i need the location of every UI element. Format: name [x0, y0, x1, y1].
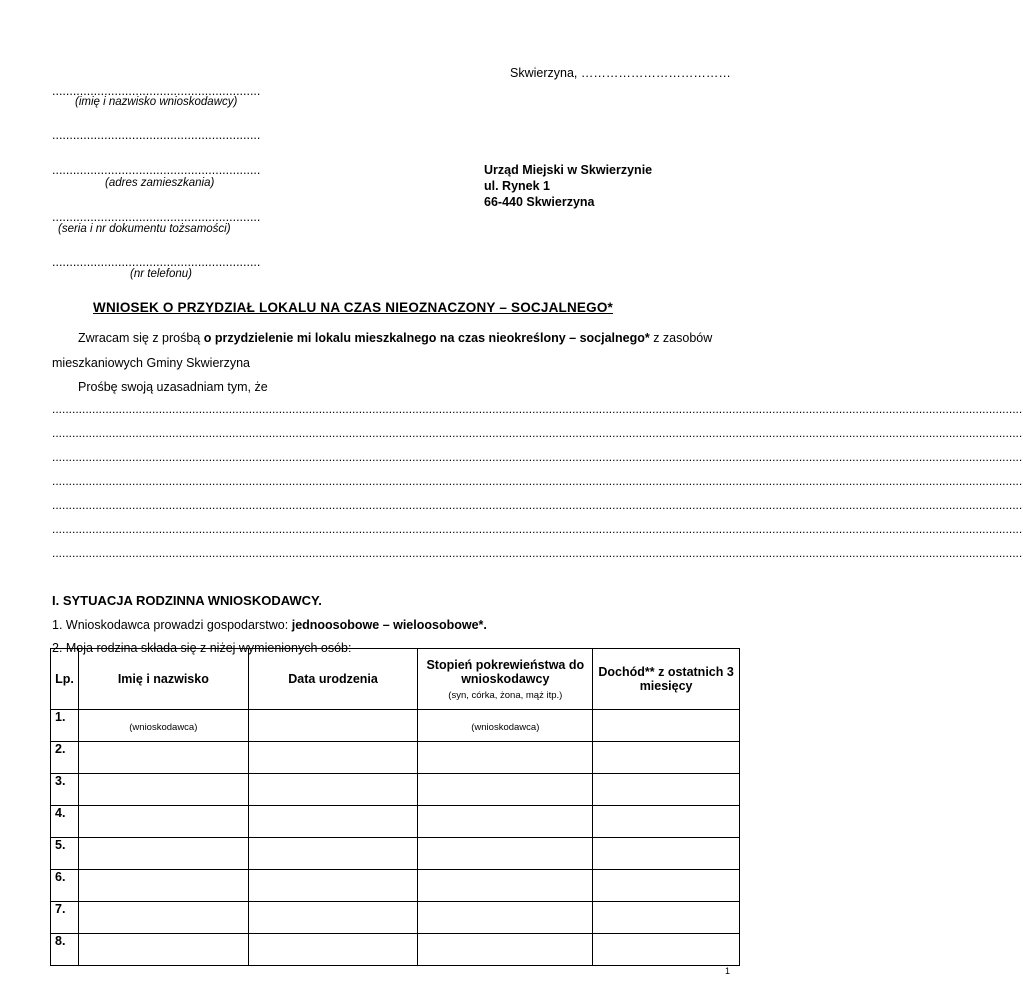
birth-date-cell[interactable]: [248, 742, 418, 774]
income-cell[interactable]: [593, 934, 740, 966]
page-number: 1: [725, 966, 731, 976]
header-relation-hint: (syn, córka, żona, mąż itp.): [448, 689, 563, 701]
row-number: 2.: [51, 742, 79, 774]
recipient-line-3: 66-440 Skwierzyna: [484, 195, 595, 209]
family-members-table: [50, 648, 740, 966]
birth-date-cell[interactable]: [248, 806, 418, 838]
justification-line-3[interactable]: ...................................................................................................................................................................................................................................................................................................: [52, 450, 1022, 464]
birth-date-cell[interactable]: [248, 902, 418, 934]
birth-date-cell[interactable]: [248, 870, 418, 902]
row-number: 8.: [51, 934, 79, 966]
table-row: [51, 806, 740, 838]
relation-cell[interactable]: [418, 902, 593, 934]
justification-line-5[interactable]: ...................................................................................................................................................................................................................................................................................................: [52, 498, 1022, 512]
name-cell[interactable]: [78, 710, 248, 742]
household-type-options: jednoosobowe – wieloosobowe*.: [291, 618, 487, 632]
justification-label: Prośbę swoją uzasadniam tym, że: [78, 380, 268, 394]
applicant-hint: (wnioskodawca): [129, 722, 198, 733]
name-cell[interactable]: [78, 902, 248, 934]
relation-cell[interactable]: [418, 870, 593, 902]
address-field[interactable]: ............................................................: [52, 163, 261, 177]
row-number: 5.: [51, 838, 79, 870]
birth-date-cell[interactable]: [248, 838, 418, 870]
header-income: Dochód** z ostatnich 3 miesięcy: [593, 649, 740, 710]
justification-line-6[interactable]: ...................................................................................................................................................................................................................................................................................................: [52, 522, 1022, 536]
relation-cell[interactable]: [418, 934, 593, 966]
table-row: [51, 742, 740, 774]
section-1-heading: I. SYTUACJA RODZINNA WNIOSKODAWCY.: [52, 593, 322, 608]
header-relation: [418, 649, 593, 710]
table-header-row: [51, 649, 740, 710]
household-type-label: 1. Wnioskodawca prowadzi gospodarstwo:: [52, 618, 292, 632]
row-number: 7.: [51, 902, 79, 934]
name-cell[interactable]: [78, 774, 248, 806]
justification-line-1[interactable]: ...................................................................................................................................................................................................................................................................................................: [52, 402, 1022, 416]
row-number: 4.: [51, 806, 79, 838]
header-birth-date: Data urodzenia: [248, 649, 418, 710]
income-cell[interactable]: [593, 774, 740, 806]
income-cell[interactable]: [593, 870, 740, 902]
row-number: 3.: [51, 774, 79, 806]
table-row: [51, 902, 740, 934]
relation-cell[interactable]: [418, 838, 593, 870]
relation-cell[interactable]: [418, 710, 593, 742]
name-cell[interactable]: [78, 806, 248, 838]
applicant-name-field[interactable]: ............................................................: [52, 84, 261, 98]
recipient-line-2: ul. Rynek 1: [484, 179, 550, 193]
family-members-intro: 2. Moja rodzina składa się z niżej wymienionych osób:: [52, 641, 352, 655]
name-cell[interactable]: [78, 742, 248, 774]
row-number: 1.: [51, 710, 79, 742]
header-name: Imię i nazwisko: [78, 649, 248, 710]
address-hint: (adres zamieszkania): [105, 177, 215, 189]
id-document-field[interactable]: ............................................................: [52, 210, 261, 224]
birth-date-cell[interactable]: [248, 710, 418, 742]
document-title: WNIOSEK O PRZYDZIAŁ LOKALU NA CZAS NIEOZNACZONY – SOCJALNEGO*: [93, 300, 613, 315]
income-cell[interactable]: [593, 806, 740, 838]
row-number: 6.: [51, 870, 79, 902]
table-row: [51, 870, 740, 902]
header-lp: Lp.: [51, 649, 79, 710]
request-line-2: mieszkaniowych Gminy Skwierzyna: [52, 356, 250, 370]
header-relation-label: Stopień pokrewieństwa do wnioskodawcy: [426, 657, 585, 686]
request-line-1: [78, 331, 712, 345]
table-row: [51, 838, 740, 870]
request-text-1: Zwracam się z prośbą: [78, 331, 204, 345]
relation-cell[interactable]: [418, 806, 593, 838]
applicant-hint: (wnioskodawca): [471, 722, 540, 733]
relation-cell[interactable]: [418, 774, 593, 806]
income-cell[interactable]: [593, 902, 740, 934]
justification-line-2[interactable]: ...................................................................................................................................................................................................................................................................................................: [52, 426, 1022, 440]
phone-field[interactable]: ............................................................: [52, 255, 261, 269]
income-cell[interactable]: [593, 742, 740, 774]
income-cell[interactable]: [593, 710, 740, 742]
household-type: [52, 618, 487, 632]
name-cell[interactable]: [78, 934, 248, 966]
name-cell[interactable]: [78, 870, 248, 902]
table-row: [51, 774, 740, 806]
request-text-3: z zasobów: [649, 331, 713, 345]
request-text-bold: o przydzielenie mi lokalu mieszkalnego na czas nieokreślony – socjalnego*: [203, 331, 650, 345]
phone-hint: (nr telefonu): [130, 268, 193, 280]
justification-line-7[interactable]: ...................................................................................................................................................................................................................................................................................................: [52, 546, 1022, 560]
table-row: [51, 710, 740, 742]
place-date: Skwierzyna, ………………………………: [510, 66, 731, 80]
relation-cell[interactable]: [418, 742, 593, 774]
justification-line-4[interactable]: ...................................................................................................................................................................................................................................................................................................: [52, 474, 1022, 488]
extra-line-field[interactable]: ............................................................: [52, 128, 261, 142]
income-cell[interactable]: [593, 838, 740, 870]
birth-date-cell[interactable]: [248, 934, 418, 966]
name-cell[interactable]: [78, 838, 248, 870]
id-document-hint: (seria i nr dokumentu tożsamości): [58, 223, 231, 235]
applicant-name-hint: (imię i nazwisko wnioskodawcy): [75, 96, 238, 108]
recipient-line-1: Urząd Miejski w Skwierzynie: [484, 163, 653, 177]
birth-date-cell[interactable]: [248, 774, 418, 806]
table-row: [51, 934, 740, 966]
